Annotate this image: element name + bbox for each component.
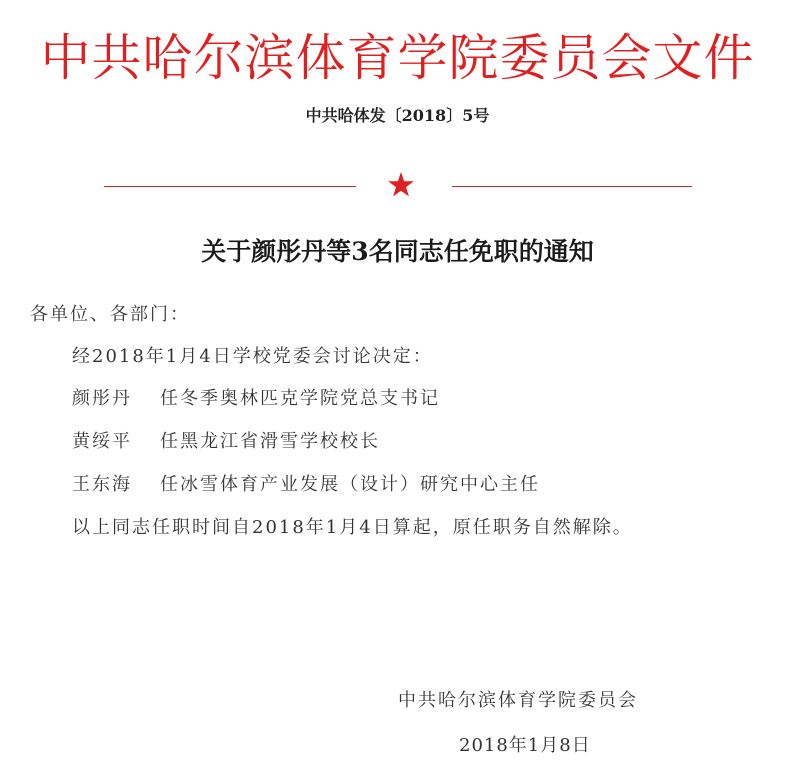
- appointee-position: 任冰雪体育产业发展（设计）研究中心主任: [160, 474, 540, 495]
- header-divider-left: [104, 186, 356, 187]
- appointment-row: [72, 388, 440, 410]
- appointee-name: 王东海: [72, 474, 132, 495]
- document-number: 中共哈体发〔2018〕5号: [305, 106, 490, 125]
- signature-date: 2018年1月8日: [459, 735, 591, 756]
- notice-title: 关于颜彤丹等3名同志任免职的通知: [201, 237, 594, 266]
- appointee-name: 黄绥平: [72, 431, 132, 452]
- star-icon: [386, 170, 416, 200]
- appointee-name: 颜彤丹: [72, 388, 132, 409]
- signature-org: 中共哈尔滨体育学院委员会: [398, 690, 638, 711]
- salutation: 各单位、各部门：: [30, 304, 190, 325]
- appointment-row: [72, 431, 380, 453]
- intro-paragraph: 经2018年1月4日学校党委会讨论决定：: [72, 346, 433, 367]
- appointment-row: [72, 474, 540, 496]
- header-divider-right: [452, 186, 692, 187]
- appointee-position: 任黑龙江省滑雪学校校长: [160, 431, 380, 452]
- closing-paragraph: 以上同志任职时间自2018年1月4日算起，原任职务自然解除。: [72, 517, 633, 538]
- appointee-position: 任冬季奥林匹克学院党总支书记: [160, 388, 440, 409]
- document-header: 中共哈尔滨体育学院委员会文件: [40, 29, 755, 87]
